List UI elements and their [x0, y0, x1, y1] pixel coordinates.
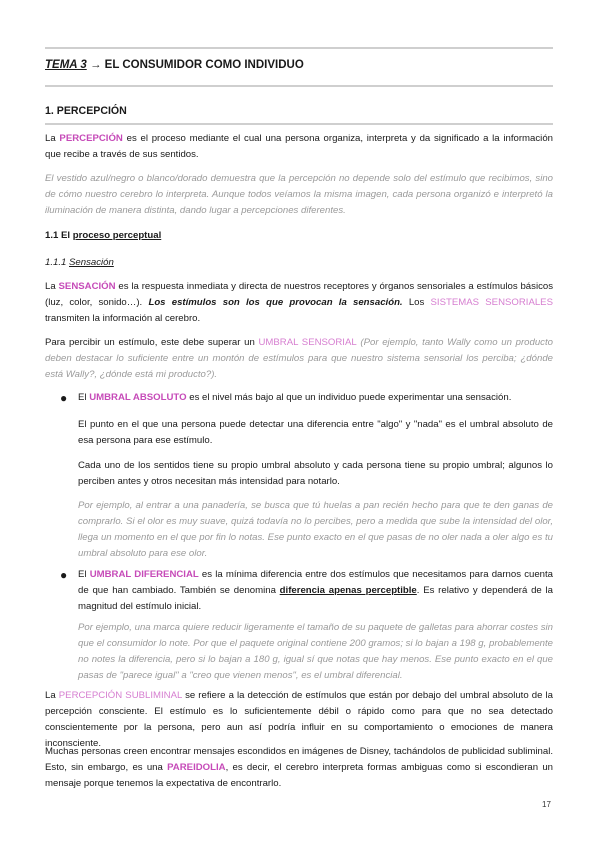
section-divider: [45, 123, 553, 125]
umbral-absoluto-term: UMBRAL ABSOLUTO: [89, 392, 187, 403]
sistemas-sensoriales-term: SISTEMAS SENSORIALES: [430, 297, 553, 308]
tema-label: TEMA 3: [45, 59, 87, 71]
page-number: 17: [542, 800, 551, 809]
example-galletas: Por ejemplo, una marca quiere reducir ligeramente el tamaño de su paquete de galletas para ahorrar costes sin que el consumidor lo note. Por que el paquete original contiene 200 gramos; si lo bajan a 198 g, probablemente no notes la diferencia, pero si lo bajan a 180 g, igual sí que notas que hay menos. Ese punto exacto en el que pasas de "parece igual" a "creo que vienen menos", es el umbral diferencial.: [78, 622, 553, 681]
section-heading: 1. PERCEPCIÓN: [45, 105, 127, 117]
subliminal-paragraph: La PERCEPCIÓN SUBLIMINAL se refiere a la detección de estímulos que están por debajo del umbral absoluto de la percepción consciente. El estímulo es lo suficientemente débil o rápido como para que no sea detectado conscientemente por la persona, pero aun así podría influir en su comportamiento o emociones de manera inconsciente.: [45, 690, 553, 749]
example-dress: El vestido azul/negro o blanco/dorado demuestra que la percepción no depende solo del estímulo que recibimos, sino de cómo nuestro cerebro lo interpreta. Aunque todos veíamos la misma imagen, cada persona organizó e interpretó la iluminación de manera distinta, dando lugar a percepciones diferentes.: [45, 173, 553, 216]
percepcion-paragraph: La PERCEPCIÓN es el proceso mediante el cual una persona organiza, interpreta y da significado a la información que recibe a través de sus sentidos.: [45, 133, 553, 160]
diferencia-apenas-perceptible: diferencia apenas perceptible: [279, 585, 417, 596]
umbral-sensorial-term: UMBRAL SENSORIAL: [258, 337, 357, 348]
sensacion-term: SENSACIÓN: [58, 281, 116, 292]
top-divider: [45, 47, 553, 49]
bullet-marker: ●: [60, 568, 68, 582]
page-title: [45, 59, 304, 71]
title-divider: [45, 85, 553, 87]
title-arrow: →: [89, 59, 102, 71]
umbral-absoluto-item: El UMBRAL ABSOLUTO es el nivel más bajo al que un individuo puede experimentar una sensación.: [78, 392, 512, 403]
sensacion-paragraph: La SENSACIÓN es la respuesta inmediata y directa de nuestros receptores y órganos sensoriales a estímulos básicos (luz, color, sonido…). Los estímulos son los que provocan la sensación. Los SISTEMAS SENSORIALES transmiten la información al cerebro.: [45, 281, 553, 324]
pareidolia-term: PAREIDOLIA: [167, 762, 226, 773]
umbral-sensorial-paragraph: Para percibir un estímulo, este debe superar un UMBRAL SENSORIAL (Por ejemplo, tanto Wally como un producto deben destacar lo suficiente entre un montón de estímulos para que nuestro sistema sensorial los perciba; ¿dónde está Wally?, ¿dónde está mi producto?).: [45, 337, 553, 380]
percepcion-term: PERCEPCIÓN: [59, 133, 123, 144]
bullet-marker: ●: [60, 391, 68, 405]
pareidolia-paragraph: Muchas personas creen encontrar mensajes escondidos en imágenes de Disney, tachándolos de publicidad subliminal. Esto, sin embargo, es una PAREIDOLIA, es decir, el cerebro interpreta formas ambiguas como si escondieran un mensaje porque tenemos la expectativa de encontrarlo.: [45, 746, 553, 789]
subsection-heading: 1.1 El proceso perceptual: [45, 230, 162, 241]
percepcion-subliminal-term: PERCEPCIÓN SUBLIMINAL: [58, 690, 182, 701]
umbral-diferencial-item: El UMBRAL DIFERENCIAL es la mínima diferencia entre dos estímulos que necesitamos para darnos cuenta de que han cambiado. También se denomina diferencia apenas perceptible. Es relativo y dependerá de la magnitud del estímulo inicial.: [78, 569, 553, 612]
title-text: EL CONSUMIDOR COMO INDIVIDUO: [104, 59, 304, 71]
sub-subsection-heading: 1.1.1 Sensación: [45, 257, 114, 268]
umbral-absoluto-detail: El punto en el que una persona puede detectar una diferencia entre "algo" y "nada" es el umbral absoluto de esa persona para ese estímulo.: [78, 419, 553, 446]
umbral-absoluto-senses: Cada uno de los sentidos tiene su propio umbral absoluto y cada persona tiene su propio umbral; algunos lo perciben antes y otros necesitan más intensidad para notarlo.: [78, 460, 553, 487]
umbral-diferencial-term: UMBRAL DIFERENCIAL: [89, 569, 199, 580]
example-panaderia: Por ejemplo, al entrar a una panadería, se busca que tú huelas a pan recién hecho para que te den ganas de comprarlo. Si el olor es muy suave, quizá todavía no lo percibes, pero a medida que sube la intensidad del olor, llega un momento en el que por fin lo notas. Ese punto exacto en el que pasas de no oler nada a oler algo es tu umbral absoluto para ese olor.: [78, 500, 553, 559]
